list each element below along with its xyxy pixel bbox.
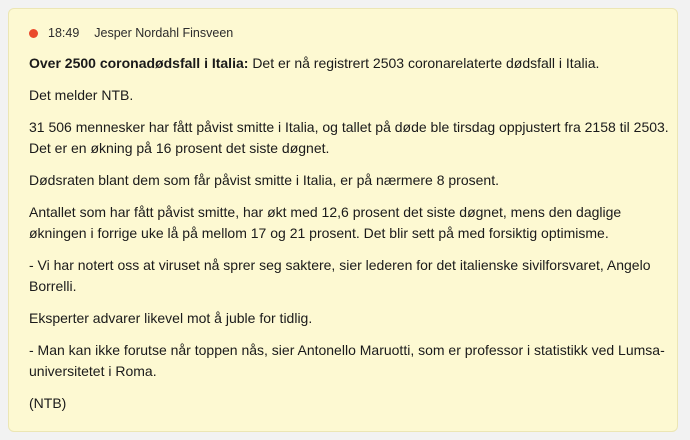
live-post-card (8, 8, 678, 432)
post-paragraph: Antallet som har fått påvist smitte, har økt med 12,6 prosent det siste døgnet, mens den daglige økningen i forrige uke lå på mellom 17 og 21 prosent. Det blir sett på med forsiktig optimisme. (29, 204, 622, 241)
post-headline: Over 2500 coronadødsfall i Italia: (29, 55, 253, 71)
post-source: (NTB) (29, 395, 67, 411)
post-lead-text: Det er nå registrert 2503 coronarelaterte dødsfall i Italia. (252, 55, 600, 71)
post-author: Jesper Nordahl Finsveen (94, 26, 234, 40)
post-paragraph: Det melder NTB. (29, 87, 134, 103)
post-meta (29, 25, 233, 41)
post-paragraph: Dødsraten blant dem som får påvist smitte i Italia, er på nærmere 8 prosent. (29, 172, 499, 188)
post-paragraph: Eksperter advarer likevel mot å juble for tidlig. (29, 310, 313, 326)
post-paragraph: 31 506 mennesker har fått påvist smitte i Italia, og tallet på døde ble tirsdag oppjustert fra 2158 til 2503. Det er en økning på 16 prosent det siste døgnet. (29, 119, 669, 156)
post-paragraph: - Vi har notert oss at viruset nå sprer seg saktere, sier lederen for det italienske sivilforsvaret, Angelo Borrelli. (29, 257, 651, 294)
live-indicator-icon (29, 29, 38, 38)
post-paragraph: - Man kan ikke forutse når toppen nås, sier Antonello Maruotti, som er professor i statistikk ved Lumsa-universitetet i Roma. (29, 342, 665, 379)
post-content (29, 53, 669, 425)
post-time: 18:49 (48, 26, 80, 40)
post-paragraph (29, 53, 669, 74)
